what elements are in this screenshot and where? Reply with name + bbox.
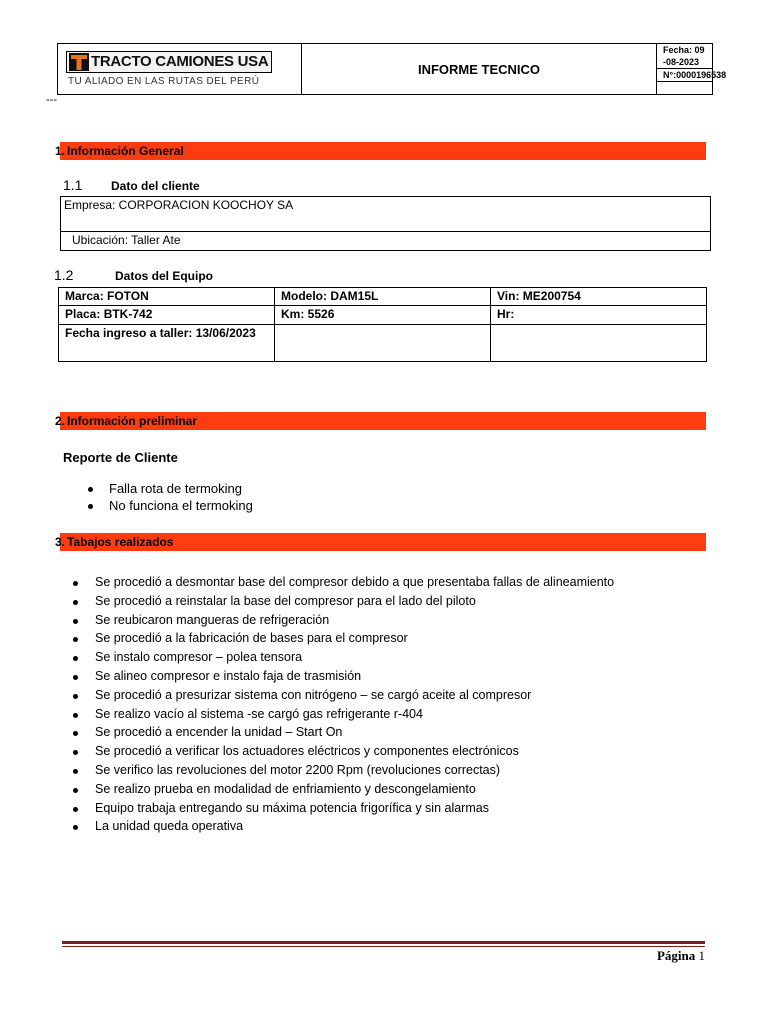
list-item xyxy=(73,725,713,744)
list-item xyxy=(73,801,713,820)
meta-cell xyxy=(657,44,727,94)
list-item xyxy=(73,669,713,688)
bullet-icon xyxy=(73,637,78,642)
list-item xyxy=(73,650,713,669)
bullet-icon xyxy=(73,675,78,680)
list-item-text: Se realizo vacío al sistema -se cargó gas refrigerante r-404 xyxy=(95,706,423,721)
section-bar-2 xyxy=(55,412,706,430)
list-item xyxy=(73,819,713,838)
section-title: Tabajos realizados xyxy=(67,535,174,549)
list-item-text: Falla rota de termoking xyxy=(109,481,242,496)
bullet-icon xyxy=(73,656,78,661)
list-item-text: Se procedió a presurizar sistema con nitrógeno – se cargó aceite al compresor xyxy=(95,687,532,702)
section-number: 2. xyxy=(55,414,66,428)
bullet-icon xyxy=(73,713,78,718)
section-number: 1. xyxy=(55,144,66,158)
separator: --- xyxy=(46,94,57,106)
bullet-icon xyxy=(73,694,78,699)
footer-rule-thin xyxy=(62,946,705,947)
list-item-text: La unidad queda operativa xyxy=(95,819,244,834)
equipment-table xyxy=(58,287,707,362)
equipment-cell: Hr: xyxy=(491,306,707,325)
list-item-text: Se verifico las revoluciones del motor 2200 Rpm (revoluciones correctas) xyxy=(95,762,501,777)
company-logo xyxy=(66,51,272,73)
list-item-text: No funciona el termoking xyxy=(109,497,253,513)
section-number: 3. xyxy=(55,535,66,549)
bullet-icon xyxy=(73,750,78,755)
equipment-cell: Modelo: DAM15L xyxy=(275,288,491,306)
list-item xyxy=(73,613,713,632)
subsection-title: Dato del cliente xyxy=(111,179,200,193)
equipment-cell: Marca: FOTON xyxy=(59,288,275,306)
work-done-list xyxy=(73,575,713,838)
ubicacion-text: Ubicación: Taller Ate xyxy=(72,233,181,247)
list-item-text: Se reubicaron mangueras de refrigeración xyxy=(95,612,330,627)
equipment-cell: Fecha ingreso a taller: 13/06/2023 xyxy=(59,325,275,362)
list-item xyxy=(73,631,713,650)
document-title: INFORME TECNICO xyxy=(302,44,657,94)
list-item-text: Se procedió a desmontar base del compresor debido a que presentaba fallas de alineamiento xyxy=(95,575,615,589)
list-item xyxy=(73,763,713,782)
meta-divider xyxy=(657,81,712,82)
document-number: N°:0000196538 xyxy=(663,70,727,80)
equipment-cell xyxy=(275,325,491,362)
equipment-cell xyxy=(491,325,707,362)
list-item xyxy=(73,594,713,613)
fecha-line1: Fecha: 09 xyxy=(663,45,705,55)
equipment-cell: Placa: BTK-742 xyxy=(59,306,275,325)
list-item xyxy=(73,688,713,707)
ubicacion-cell xyxy=(61,232,711,251)
meta-divider xyxy=(657,68,712,69)
list-item xyxy=(73,782,713,801)
client-table xyxy=(60,196,711,251)
list-item-text: Se realizo prueba en modalidad de enfriamiento y descongelamiento xyxy=(95,781,476,796)
bullet-icon xyxy=(73,788,78,793)
subsection-number: 1.1 xyxy=(63,177,83,193)
list-item-text: Se instalo compresor – polea tensora xyxy=(95,650,303,665)
bullet-icon xyxy=(73,581,78,586)
list-item xyxy=(73,744,713,763)
list-item xyxy=(73,575,713,594)
fecha-line2: -08-2023 xyxy=(663,57,700,67)
list-item-text: Se procedió a reinstalar la base del compresor para el lado del piloto xyxy=(95,593,476,608)
bullet-icon xyxy=(73,731,78,736)
section-bar-1 xyxy=(55,142,706,160)
list-item-text: Equipo trabaja entregando su máxima potencia frigorífica y sin alarmas xyxy=(95,800,489,815)
page-word: Página xyxy=(656,948,696,963)
bullet-icon xyxy=(73,619,78,624)
equipment-cell: Km: 5526 xyxy=(275,306,491,325)
document-header xyxy=(57,43,727,95)
equipment-cell: Vin: ME200754 xyxy=(491,288,707,306)
bullet-icon xyxy=(88,487,93,492)
list-item-text: Se procedió a encender la unidad – Start On xyxy=(95,725,343,740)
page-number-label xyxy=(657,948,705,964)
list-item xyxy=(73,707,713,726)
bullet-icon xyxy=(73,769,78,774)
subsection-number: 1.2 xyxy=(54,267,74,283)
bullet-icon xyxy=(73,600,78,605)
empresa-text: Empresa: CORPORACION KOOCHOY SA xyxy=(64,198,294,212)
list-item-text: Se alineo compresor e instalo faja de trasmisión xyxy=(95,668,362,683)
bullet-icon xyxy=(73,825,78,830)
bullet-icon xyxy=(88,504,93,509)
logo-cell xyxy=(58,44,302,94)
t-logo-icon xyxy=(69,53,89,71)
section-bar-3 xyxy=(55,533,706,551)
subsection-title: Datos del Equipo xyxy=(115,269,214,283)
list-item-text: Se procedió a la fabricación de bases para el compresor xyxy=(95,631,408,646)
logo-text: TRACTO CAMIONES USA xyxy=(91,53,269,70)
footer-rule xyxy=(62,941,705,944)
bullet-icon xyxy=(73,807,78,812)
empresa-cell xyxy=(61,197,711,232)
page-number: 1 xyxy=(698,948,705,963)
logo-tagline: TU ALIADO EN LAS RUTAS DEL PERÚ xyxy=(68,76,260,87)
list-item-text: Se procedió a verificar los actuadores eléctricos y componentes electrónicos xyxy=(95,744,519,759)
report-title: Reporte de Cliente xyxy=(63,450,178,465)
section-title: Información General xyxy=(67,144,184,158)
section-title: Información preliminar xyxy=(67,414,198,428)
